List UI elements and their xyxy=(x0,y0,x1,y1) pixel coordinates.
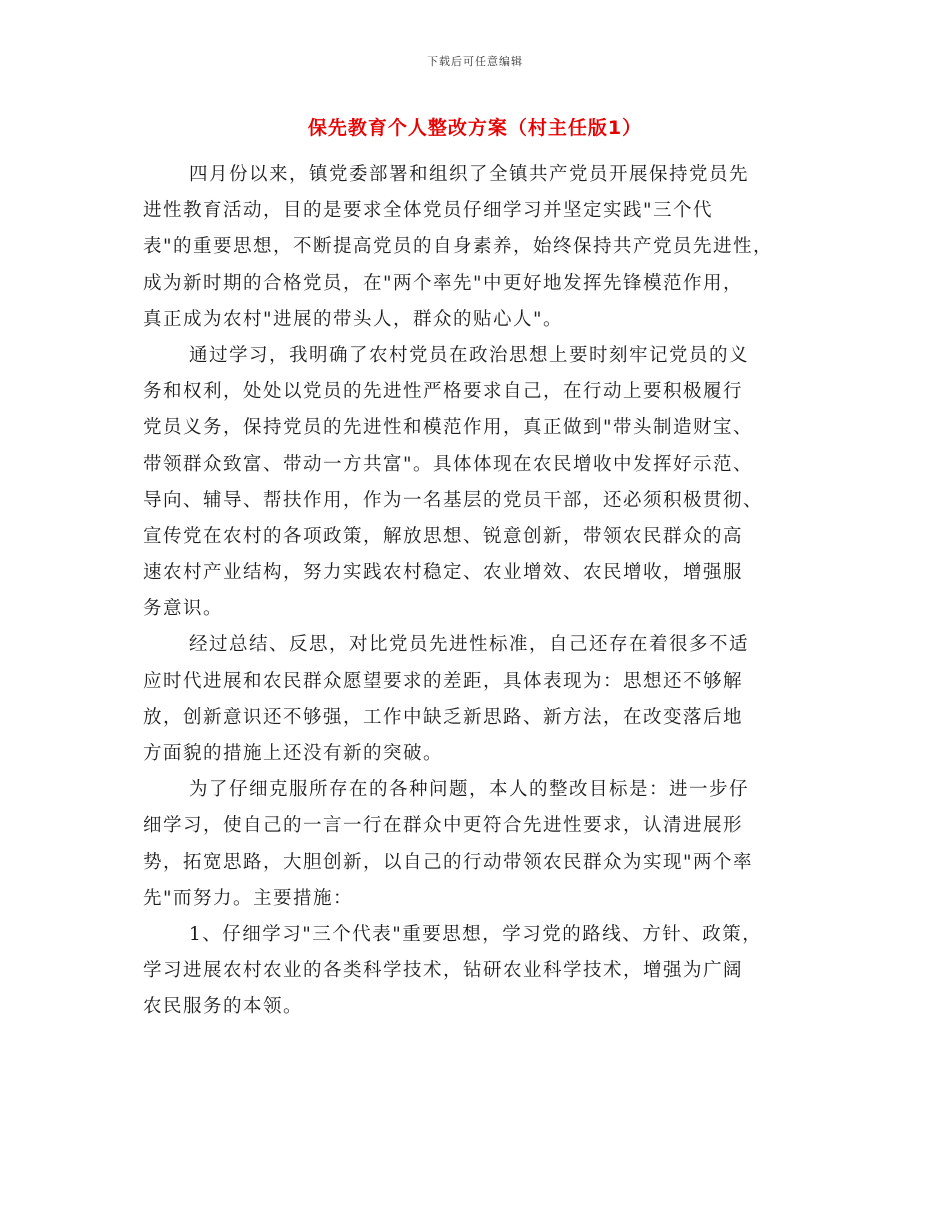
body-line: 四月份以来，镇党委部署和组织了全镇共产党员开展保持党员先 xyxy=(189,164,750,185)
body-line: 先"而努力。主要措施： xyxy=(143,887,354,909)
body-line: 务和权利，处处以党员的先进性严格要求自己，在行动上要积极履行 xyxy=(143,381,744,403)
body-line: 表"的重要思想，不断提高党员的自身素养，始终保持共产党员先进性， xyxy=(143,236,774,258)
body-line: 1、仔细学习"三个代表"重要思想，学习党的路线、方针、政策， xyxy=(189,923,763,945)
body-line: 带领群众致富、带动一方共富"。具体体现在农民增收中发挥好示范、 xyxy=(143,453,754,475)
body-line: 真正成为农村"进展的带头人，群众的贴心人"。 xyxy=(143,308,564,330)
body-line: 细学习，使自己的一言一行在群众中更符合先进性要求，认清进展形 xyxy=(143,815,744,837)
document-body xyxy=(143,157,823,1026)
body-line: 学习进展农村农业的各类科学技术，钻研农业科学技术，增强为广阔 xyxy=(143,960,744,982)
body-line: 进性教育活动，目的是要求全体党员仔细学习并坚定实践"三个代 xyxy=(143,200,714,222)
body-line: 应时代进展和农民群众愿望要求的差距，具体表现为：思想还不够解 xyxy=(143,670,744,692)
body-line: 导向、辅导、帮扶作用，作为一名基层的党员干部，还必须积极贯彻、 xyxy=(143,489,764,511)
body-line: 经过总结、反思，对比党员先进性标准，自己还存在着很多不适 xyxy=(189,634,750,656)
body-line: 务意识。 xyxy=(143,598,224,620)
body-line: 速农村产业结构，努力实践农村稳定、农业增效、农民增收，增强服 xyxy=(143,562,744,584)
body-line: 放，创新意识还不够强，工作中缺乏新思路、新方法，在改变落后地 xyxy=(143,706,744,728)
document-title: 保先教育个人整改方案（村主任版1） xyxy=(307,117,643,139)
body-line: 通过学习，我明确了农村党员在政治思想上要时刻牢记党员的义 xyxy=(189,344,750,366)
body-line: 为了仔细克服所存在的各种问题，本人的整改目标是：进一步仔 xyxy=(189,779,750,801)
body-line: 农民服务的本领。 xyxy=(143,996,304,1018)
body-line: 宣传党在农村的各项政策，解放思想、锐意创新，带领农民群众的高 xyxy=(143,525,744,547)
body-line: 党员义务，保持党员的先进性和模范作用，真正做到"带头制造财宝、 xyxy=(143,417,754,439)
body-line: 成为新时期的合格党员，在"两个率先"中更好地发挥先锋模范作用， xyxy=(143,272,744,294)
header-note: 下载后可任意编辑 xyxy=(427,55,523,68)
body-line: 势，拓宽思路，大胆创新，以自己的行动带领农民群众为实现"两个率 xyxy=(143,851,754,873)
body-line: 方面貌的措施上还没有新的突破。 xyxy=(143,743,444,764)
